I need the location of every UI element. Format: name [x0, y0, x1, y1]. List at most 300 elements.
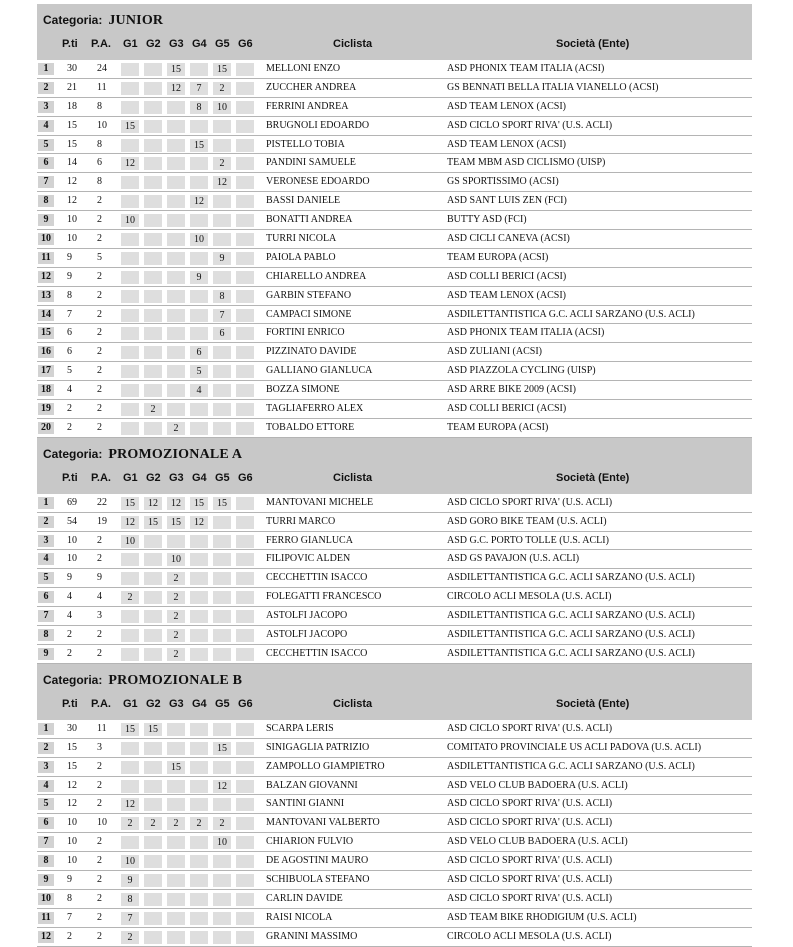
category-title: [43, 447, 242, 463]
cyclist-name: TURRI MARCO: [266, 515, 336, 527]
race-g2-cell: 2: [144, 817, 162, 830]
race-g5-cell: [213, 629, 231, 642]
team-name: COMITATO PROVINCIALE US ACLI PADOVA (U.S. ACLI): [447, 741, 702, 753]
column-header-g6: G6: [238, 471, 253, 484]
points-cell: 30: [67, 722, 77, 734]
cyclist-name: BALZAN GIOVANNI: [266, 779, 358, 791]
race-g1-cell: [121, 365, 139, 378]
cyclist-name: FOLEGATTI FRANCESCO: [266, 591, 382, 603]
race-g4-cell: [190, 403, 208, 416]
race-g2-cell: [144, 309, 162, 322]
table-row: [37, 192, 752, 211]
race-g2-cell: [144, 214, 162, 227]
race-g3-cell: [167, 893, 185, 906]
race-g6-cell: [236, 214, 254, 227]
race-g2-cell: [144, 535, 162, 548]
race-g1-cell: 2: [121, 817, 139, 830]
race-g2-cell: [144, 157, 162, 170]
race-g2-cell: 15: [144, 516, 162, 529]
points-cell: 15: [67, 119, 77, 131]
participation-points-cell: 2: [97, 365, 102, 377]
participation-points-cell: 2: [97, 421, 102, 433]
team-name: ASD VELO CLUB BADOERA (U.S. ACLI): [447, 836, 628, 848]
points-cell: 2: [67, 421, 72, 433]
table-row: [37, 381, 752, 400]
participation-points-cell: 10: [97, 817, 107, 829]
classifica-page: [37, 4, 752, 947]
race-g2-cell: 12: [144, 497, 162, 510]
cyclist-name: PAIOLA PABLO: [266, 251, 336, 263]
race-g2-cell: [144, 101, 162, 114]
rank-badge: 7: [38, 610, 54, 622]
column-header-ciclista: Ciclista: [333, 471, 373, 484]
cyclist-name: TAGLIAFERRO ALEX: [266, 403, 364, 415]
race-g5-cell: [213, 761, 231, 774]
column-header-g4: G4: [192, 38, 207, 50]
table-row: [37, 211, 752, 230]
race-g6-cell: [236, 874, 254, 887]
category-name: PROMOZIONALE A: [108, 446, 243, 462]
rank-badge: 7: [38, 176, 54, 188]
race-g1-cell: 2: [121, 591, 139, 604]
race-g1-cell: [121, 761, 139, 774]
team-name: ASDILETTANTISTICA G.C. ACLI SARZANO (U.S. ACLI): [447, 629, 695, 641]
team-name: ASD PHONIX TEAM ITALIA (ACSI): [447, 63, 605, 74]
race-g3-cell: [167, 271, 185, 284]
table-row: [37, 890, 752, 909]
race-g4-cell: [190, 931, 208, 944]
rank-badge: 1: [38, 723, 54, 735]
cyclist-name: ZUCCHER ANDREA: [266, 81, 357, 93]
cyclist-name: FERRO GIANLUCA: [266, 534, 353, 546]
points-cell: 6: [67, 346, 72, 358]
race-g4-cell: [190, 610, 208, 623]
table-row: [37, 306, 752, 325]
category-section: [37, 664, 752, 947]
cyclist-name: SINIGAGLIA PATRIZIO: [266, 741, 370, 753]
points-cell: 10: [67, 214, 77, 226]
participation-points-cell: 2: [97, 760, 102, 772]
column-header-pti: P.ti: [62, 38, 78, 50]
rank-badge: 1: [38, 63, 54, 75]
race-g4-cell: [190, 855, 208, 868]
table-row: [37, 324, 752, 343]
race-g3-cell: 12: [167, 497, 185, 510]
rank-badge: 10: [38, 893, 54, 905]
race-g6-cell: [236, 893, 254, 906]
cyclist-name: RAISI NICOLA: [266, 911, 333, 923]
race-g4-cell: 15: [190, 139, 208, 152]
race-g5-cell: [213, 912, 231, 925]
table-row: [37, 98, 752, 117]
race-g1-cell: 12: [121, 798, 139, 811]
cyclist-name: BOZZA SIMONE: [266, 384, 340, 396]
race-g3-cell: [167, 327, 185, 340]
race-g4-cell: [190, 572, 208, 585]
race-g1-cell: [121, 346, 139, 359]
race-g4-cell: 10: [190, 233, 208, 246]
race-g1-cell: [121, 327, 139, 340]
race-g6-cell: [236, 817, 254, 830]
race-g3-cell: 2: [167, 648, 185, 661]
race-g4-cell: [190, 120, 208, 133]
race-g3-cell: 2: [167, 591, 185, 604]
race-g3-cell: 2: [167, 610, 185, 623]
rank-badge: 19: [38, 403, 54, 415]
rank-badge: 12: [38, 271, 54, 283]
table-row: [37, 513, 752, 532]
race-g6-cell: [236, 591, 254, 604]
race-g3-cell: [167, 309, 185, 322]
race-g5-cell: [213, 346, 231, 359]
race-g4-cell: [190, 912, 208, 925]
cyclist-name: SANTINI GIANNI: [266, 798, 345, 810]
race-g3-cell: [167, 214, 185, 227]
cyclist-name: MANTOVANI MICHELE: [266, 496, 374, 508]
race-g1-cell: [121, 836, 139, 849]
points-cell: 2: [67, 930, 72, 942]
team-name: ASD COLLI BERICI (ACSI): [447, 403, 567, 415]
points-cell: 18: [67, 100, 77, 112]
table-row: [37, 777, 752, 796]
team-name: ASDILETTANTISTICA G.C. ACLI SARZANO (U.S. ACLI): [447, 647, 695, 659]
race-g4-cell: [190, 893, 208, 906]
column-header-g1: G1: [123, 38, 138, 50]
race-g3-cell: 2: [167, 629, 185, 642]
team-name: ASD GORO BIKE TEAM (U.S. ACLI): [447, 515, 607, 527]
points-cell: 10: [67, 855, 77, 867]
race-g4-cell: 4: [190, 384, 208, 397]
points-cell: 12: [67, 176, 77, 188]
column-header-pa: P.A.: [91, 38, 111, 50]
table-row: [37, 739, 752, 758]
race-g6-cell: [236, 629, 254, 642]
category-header: [37, 438, 752, 494]
team-name: ASD CICLO SPORT RIVA' (U.S. ACLI): [447, 798, 613, 810]
race-g6-cell: [236, 290, 254, 303]
rank-badge: 20: [38, 422, 54, 434]
rank-badge: 6: [38, 157, 54, 169]
race-g2-cell: [144, 874, 162, 887]
team-name: ASDILETTANTISTICA G.C. ACLI SARZANO (U.S. ACLI): [447, 760, 695, 772]
race-g2-cell: [144, 798, 162, 811]
race-g5-cell: [213, 233, 231, 246]
participation-points-cell: 5: [97, 251, 102, 263]
race-g2-cell: [144, 120, 162, 133]
race-g1-cell: [121, 290, 139, 303]
race-g3-cell: [167, 836, 185, 849]
column-header-g2: G2: [146, 697, 161, 710]
race-g2-cell: [144, 610, 162, 623]
points-cell: 15: [67, 138, 77, 150]
race-g1-cell: [121, 610, 139, 623]
race-g4-cell: [190, 629, 208, 642]
race-g2-cell: [144, 893, 162, 906]
table-row: [37, 136, 752, 155]
race-g6-cell: [236, 309, 254, 322]
participation-points-cell: 4: [97, 591, 102, 603]
participation-points-cell: 2: [97, 534, 102, 546]
race-g3-cell: [167, 176, 185, 189]
race-g3-cell: [167, 195, 185, 208]
race-g2-cell: [144, 742, 162, 755]
points-cell: 8: [67, 892, 72, 904]
points-cell: 12: [67, 798, 77, 810]
race-g3-cell: [167, 780, 185, 793]
race-g5-cell: [213, 516, 231, 529]
race-g2-cell: [144, 931, 162, 944]
team-name: ASD TEAM BIKE RHODIGIUM (U.S. ACLI): [447, 911, 637, 923]
cyclist-name: SCHIBUOLA STEFANO: [266, 873, 370, 885]
participation-points-cell: 11: [97, 722, 107, 734]
rank-badge: 8: [38, 855, 54, 867]
race-g3-cell: 10: [167, 553, 185, 566]
column-header-g3: G3: [169, 38, 184, 50]
race-g3-cell: [167, 535, 185, 548]
race-g1-cell: 2: [121, 931, 139, 944]
cyclist-name: BONATTI ANDREA: [266, 214, 353, 226]
race-g1-cell: [121, 233, 139, 246]
race-g4-cell: [190, 761, 208, 774]
race-g6-cell: [236, 535, 254, 548]
race-g2-cell: [144, 553, 162, 566]
race-g5-cell: [213, 610, 231, 623]
cyclist-name: DE AGOSTINI MAURO: [266, 855, 369, 867]
race-g2-cell: [144, 384, 162, 397]
table-row: [37, 249, 752, 268]
race-g2-cell: [144, 572, 162, 585]
race-g1-cell: 10: [121, 535, 139, 548]
column-header-pa: P.A.: [91, 697, 111, 710]
race-g2-cell: [144, 591, 162, 604]
race-g4-cell: [190, 535, 208, 548]
table-row: [37, 419, 752, 438]
category-header: [37, 4, 752, 60]
race-g4-cell: [190, 290, 208, 303]
race-g3-cell: [167, 723, 185, 736]
rank-badge: 16: [38, 346, 54, 358]
team-name: ASD CICLO SPORT RIVA' (U.S. ACLI): [447, 892, 613, 904]
race-g4-cell: 12: [190, 516, 208, 529]
race-g4-cell: 2: [190, 817, 208, 830]
race-g2-cell: [144, 780, 162, 793]
participation-points-cell: 3: [97, 610, 102, 622]
points-cell: 12: [67, 195, 77, 207]
race-g2-cell: [144, 836, 162, 849]
points-cell: 4: [67, 591, 72, 603]
race-g1-cell: [121, 63, 139, 76]
team-name: ASDILETTANTISTICA G.C. ACLI SARZANO (U.S. ACLI): [447, 610, 695, 622]
participation-points-cell: 2: [97, 553, 102, 565]
points-cell: 9: [67, 873, 72, 885]
race-g4-cell: 8: [190, 101, 208, 114]
rank-badge: 8: [38, 195, 54, 207]
race-g4-cell: [190, 780, 208, 793]
race-g3-cell: [167, 742, 185, 755]
race-g3-cell: [167, 403, 185, 416]
rank-badge: 8: [38, 629, 54, 641]
race-g5-cell: [213, 648, 231, 661]
table-row: [37, 720, 752, 739]
category-title: [43, 13, 163, 29]
race-g1-cell: [121, 780, 139, 793]
category-header: [37, 664, 752, 720]
race-g6-cell: [236, 101, 254, 114]
race-g1-cell: [121, 252, 139, 265]
team-name: CIRCOLO ACLI MESOLA (U.S. ACLI): [447, 930, 612, 942]
race-g1-cell: [121, 195, 139, 208]
table-row: [37, 173, 752, 192]
race-g5-cell: 8: [213, 290, 231, 303]
race-g1-cell: [121, 553, 139, 566]
team-name: ASD PHONIX TEAM ITALIA (ACSI): [447, 327, 605, 339]
race-g5-cell: [213, 271, 231, 284]
race-g6-cell: [236, 82, 254, 95]
rank-badge: 3: [38, 535, 54, 547]
race-g3-cell: [167, 384, 185, 397]
race-g4-cell: [190, 157, 208, 170]
cyclist-name: CHIARION FULVIO: [266, 836, 354, 848]
race-g1-cell: [121, 572, 139, 585]
rank-badge: 11: [38, 912, 54, 924]
rank-badge: 13: [38, 290, 54, 302]
points-cell: 8: [67, 289, 72, 301]
participation-points-cell: 8: [97, 138, 102, 150]
table-row: [37, 814, 752, 833]
column-header-g1: G1: [123, 471, 138, 484]
rank-badge: 5: [38, 572, 54, 584]
table-row: [37, 362, 752, 381]
race-g6-cell: [236, 233, 254, 246]
table-row: [37, 287, 752, 306]
cyclist-name: FILIPOVIC ALDEN: [266, 553, 351, 565]
category-name: PROMOZIONALE B: [108, 672, 243, 688]
race-g5-cell: [213, 893, 231, 906]
rank-badge: 6: [38, 817, 54, 829]
race-g2-cell: [144, 271, 162, 284]
rank-badge: 11: [38, 252, 54, 264]
points-cell: 2: [67, 647, 72, 659]
category-label: Categoria:: [43, 13, 103, 27]
rank-badge: 3: [38, 761, 54, 773]
race-g6-cell: [236, 139, 254, 152]
race-g2-cell: [144, 139, 162, 152]
race-g1-cell: 9: [121, 874, 139, 887]
race-g3-cell: [167, 912, 185, 925]
race-g2-cell: [144, 290, 162, 303]
race-g2-cell: [144, 365, 162, 378]
race-g2-cell: [144, 63, 162, 76]
points-cell: 30: [67, 63, 77, 74]
table-row: [37, 871, 752, 890]
points-cell: 12: [67, 779, 77, 791]
race-g6-cell: [236, 855, 254, 868]
race-g6-cell: [236, 384, 254, 397]
race-g1-cell: [121, 309, 139, 322]
table-row: [37, 79, 752, 98]
table-row: [37, 154, 752, 173]
race-g5-cell: [213, 723, 231, 736]
race-g1-cell: 10: [121, 855, 139, 868]
race-g1-cell: [121, 139, 139, 152]
column-header-g5: G5: [215, 697, 230, 710]
participation-points-cell: 2: [97, 779, 102, 791]
race-g6-cell: [236, 516, 254, 529]
race-g6-cell: [236, 798, 254, 811]
race-g1-cell: 15: [121, 723, 139, 736]
rank-badge: 5: [38, 798, 54, 810]
race-g5-cell: 15: [213, 497, 231, 510]
points-cell: 2: [67, 403, 72, 415]
cyclist-name: SCARPA LERIS: [266, 722, 334, 734]
column-header-pa: P.A.: [91, 471, 111, 484]
rank-badge: 15: [38, 327, 54, 339]
participation-points-cell: 2: [97, 346, 102, 358]
race-g1-cell: 8: [121, 893, 139, 906]
category-title: [43, 673, 242, 689]
participation-points-cell: 11: [97, 81, 107, 93]
participation-points-cell: 22: [97, 496, 107, 508]
table-row: [37, 569, 752, 588]
race-g2-cell: [144, 176, 162, 189]
race-g6-cell: [236, 931, 254, 944]
participation-points-cell: 2: [97, 930, 102, 942]
race-g3-cell: 15: [167, 761, 185, 774]
team-name: ASDILETTANTISTICA G.C. ACLI SARZANO (U.S. ACLI): [447, 308, 695, 320]
rank-badge: 4: [38, 120, 54, 132]
points-cell: 7: [67, 308, 72, 320]
points-cell: 69: [67, 496, 77, 508]
race-g5-cell: 7: [213, 309, 231, 322]
race-g5-cell: 2: [213, 817, 231, 830]
category-section: [37, 4, 752, 438]
race-g6-cell: [236, 761, 254, 774]
race-g5-cell: [213, 591, 231, 604]
race-g3-cell: 2: [167, 572, 185, 585]
table-row: [37, 758, 752, 777]
race-g6-cell: [236, 157, 254, 170]
race-g3-cell: [167, 233, 185, 246]
points-cell: 4: [67, 610, 72, 622]
race-g6-cell: [236, 252, 254, 265]
race-g2-cell: [144, 252, 162, 265]
points-cell: 54: [67, 515, 77, 527]
points-cell: 2: [67, 629, 72, 641]
race-g5-cell: [213, 553, 231, 566]
race-g5-cell: 10: [213, 836, 231, 849]
cyclist-name: MELLONI ENZO: [266, 63, 341, 74]
participation-points-cell: 9: [97, 572, 102, 584]
race-g5-cell: [213, 798, 231, 811]
race-g3-cell: 12: [167, 82, 185, 95]
rank-badge: 2: [38, 742, 54, 754]
team-name: TEAM EUROPA (ACSI): [447, 421, 549, 433]
race-g5-cell: [213, 195, 231, 208]
race-g4-cell: [190, 327, 208, 340]
points-cell: 7: [67, 911, 72, 923]
participation-points-cell: 2: [97, 270, 102, 282]
race-g5-cell: 6: [213, 327, 231, 340]
race-g1-cell: [121, 742, 139, 755]
participation-points-cell: 10: [97, 119, 107, 131]
table-row: [37, 343, 752, 362]
race-g2-cell: [144, 855, 162, 868]
rank-badge: 10: [38, 233, 54, 245]
points-cell: 10: [67, 836, 77, 848]
table-row: [37, 833, 752, 852]
table-row: [37, 268, 752, 287]
race-g6-cell: [236, 780, 254, 793]
